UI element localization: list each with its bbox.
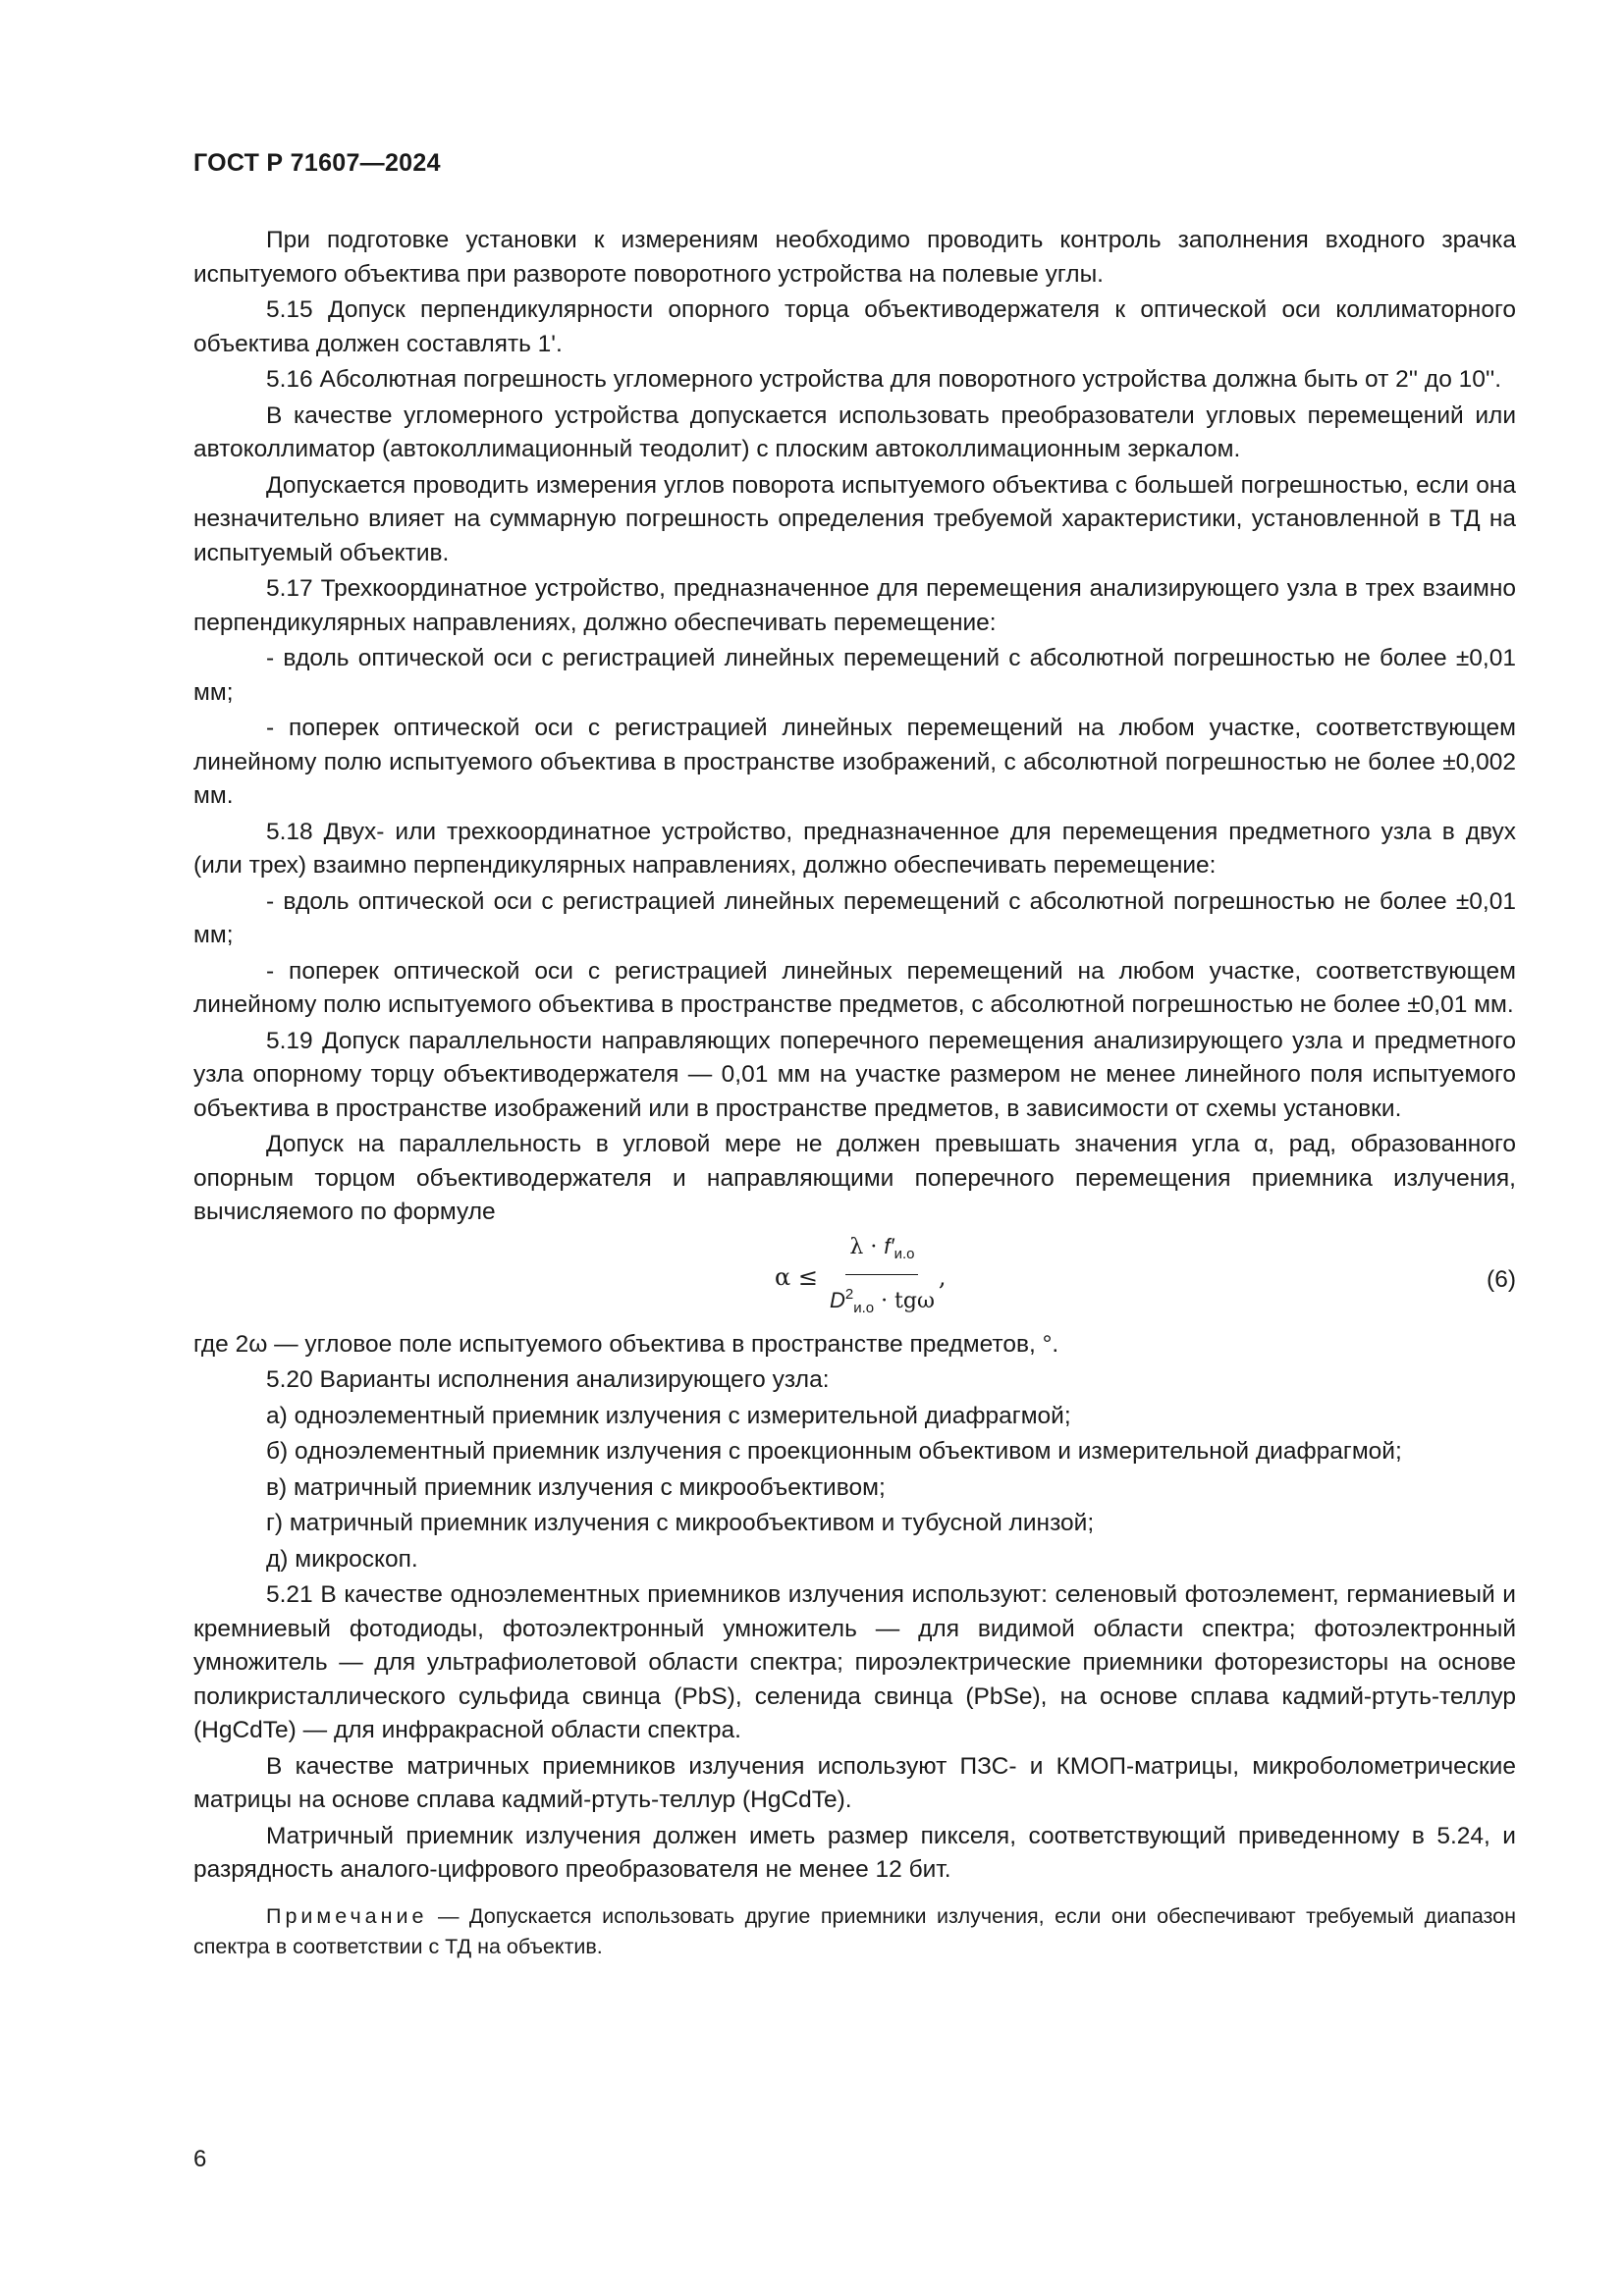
formula-fraction [826,1230,939,1326]
paragraph-5-18: 5.18 Двух- или трехкоординатное устройство, предназначенное для перемещения предметного узла в двух (или трех) взаимно перпендикулярных направлениях, должно обеспечивать перемещение: [193,818,1516,879]
formula-expression [775,1233,947,1316]
page-number: 6 [193,2146,207,2172]
list-item: д) микроскоп. [266,1545,418,1573]
formula-numerator [845,1230,918,1276]
superscript: 2 [844,1286,854,1303]
paragraph-5-16: 5.16 Абсолютная погрешность угломерного устройства для поворотного устройства должна быть от 2'' до 10''. [266,366,1502,393]
paragraph: Матричный приемник излучения должен иметь размер пикселя, соответствующий приведенному в 5.24, и разрядность аналого-цифрового преобразователя не менее 12 бит. [193,1822,1516,1883]
paragraph: В качестве угломерного устройства допускается использовать преобразователи угловых перемещений или автоколлиматор (автоколлимационный теодолит) с плоским автоколлимационным зеркалом. [193,401,1516,462]
paragraph-5-15: 5.15 Допуск перпендикулярности опорного торца объективодержателя к оптической оси коллиматорного объектива должен составлять 1'. [193,296,1516,357]
note [193,1901,1516,1962]
paragraph-5-17: 5.17 Трехкоординатное устройство, предназначенное для перемещения анализирующего узла в трех взаимно перпендикулярных направлениях, должно обеспечивать перемещение: [193,575,1516,636]
subscript: и.о [893,1245,915,1262]
list-item: - поперек оптической оси с регистрацией линейных перемещений на любом участке, соответствующем линейному полю испытуемого объектива в пространстве изображений, с абсолютной погрешностью не более ±0,002 мм. [193,715,1516,809]
formula-lhs: α ≤ [775,1263,818,1292]
subscript: и.о [853,1300,875,1316]
paragraph: где 2ω — угловое поле испытуемого объектива в пространстве предметов, °. [193,1330,1059,1358]
focal-length-symbol: f′ [884,1233,894,1258]
document-header: ГОСТ Р 71607—2024 [193,149,441,177]
paragraph: В качестве матричных приемников излучения используют ПЗС- и КМОП-матрицы, микроболометрические матрицы на основе сплава кадмий-ртуть-теллур (HgCdTe). [193,1752,1516,1813]
note-label: Примечание [266,1903,428,1928]
diameter-symbol: D [829,1288,845,1312]
list-item: - вдоль оптической оси с регистрацией линейных перемещений с абсолютной погрешностью не более ±0,01 мм; [193,887,1516,948]
paragraph: Допуск на параллельность в угловой мере не должен превышать значения угла α, рад, образованного опорным торцом объективодержателя и направляющими поперечного перемещения приемника излучения, вычисляемого по формуле [193,1131,1516,1225]
formula-denominator [826,1275,939,1326]
lambda-symbol: λ · [849,1234,885,1259]
body-text [193,224,1516,1962]
list-item: а) одноэлементный приемник излучения с измерительной диафрагмой; [266,1402,1071,1429]
paragraph-5-20: 5.20 Варианты исполнения анализирующего узла: [266,1366,830,1393]
list-item: б) одноэлементный приемник излучения с проекционным объективом и измерительной диафрагмой; [266,1438,1402,1465]
formula-6 [193,1233,1516,1316]
note-text: — Допускается использовать другие приемники излучения, если они обеспечивают требуемый диапазон спектра в соответствии с ТД на объектив. [193,1903,1516,1958]
list-item: г) матричный приемник излучения с микрообъективом и тубусной линзой; [266,1510,1095,1536]
paragraph: Допускается проводить измерения углов поворота испытуемого объектива с большей погрешностью, если она незначительно влияет на суммарную погрешность определения требуемой характеристики, установленной в ТД на испытуемый объектив. [193,471,1516,566]
paragraph-5-19: 5.19 Допуск параллельности направляющих поперечного перемещения анализирующего узла и предметного узла опорному торцу объективодержателя — 0,01 мм на участке размером не менее линейного поля испытуемого объектива в пространстве изображений или в пространстве предметов, в зависимости от схемы установки. [193,1027,1516,1122]
paragraph: При подготовке установки к измерениям необходимо проводить контроль заполнения входного зрачка испытуемого объектива при развороте поворотного устройства на полевые углы. [193,227,1516,288]
list-item: - поперек оптической оси с регистрацией линейных перемещений на любом участке, соответствующем линейному полю испытуемого объектива в пространстве предметов, с абсолютной погрешностью не более ±0,01 мм. [193,957,1516,1018]
formula-comma: , [938,1263,947,1292]
list-item: в) матричный приемник излучения с микрообъективом; [266,1473,886,1501]
equation-number: (6) [1487,1265,1516,1293]
list-item: - вдоль оптической оси с регистрацией линейных перемещений с абсолютной погрешностью не более ±0,01 мм; [193,645,1516,706]
tangent-term: · tgω [874,1289,935,1313]
paragraph-5-21: 5.21 В качестве одноэлементных приемников излучения используют: селеновый фотоэлемент, германиевый и кремниевый фотодиоды, фотоэлектронный умножитель — для видимой области спектра; фотоэлектронный умножитель — для ультрафиолетовой области спектра; пироэлектрические приемники фоторезисторы на основе поликристаллического сульфида свинца (PbS), селенида свинца (PbSe), на основе сплава кадмий-ртуть-теллур (HgCdTe) — для инфракрасной области спектра. [193,1581,1516,1743]
